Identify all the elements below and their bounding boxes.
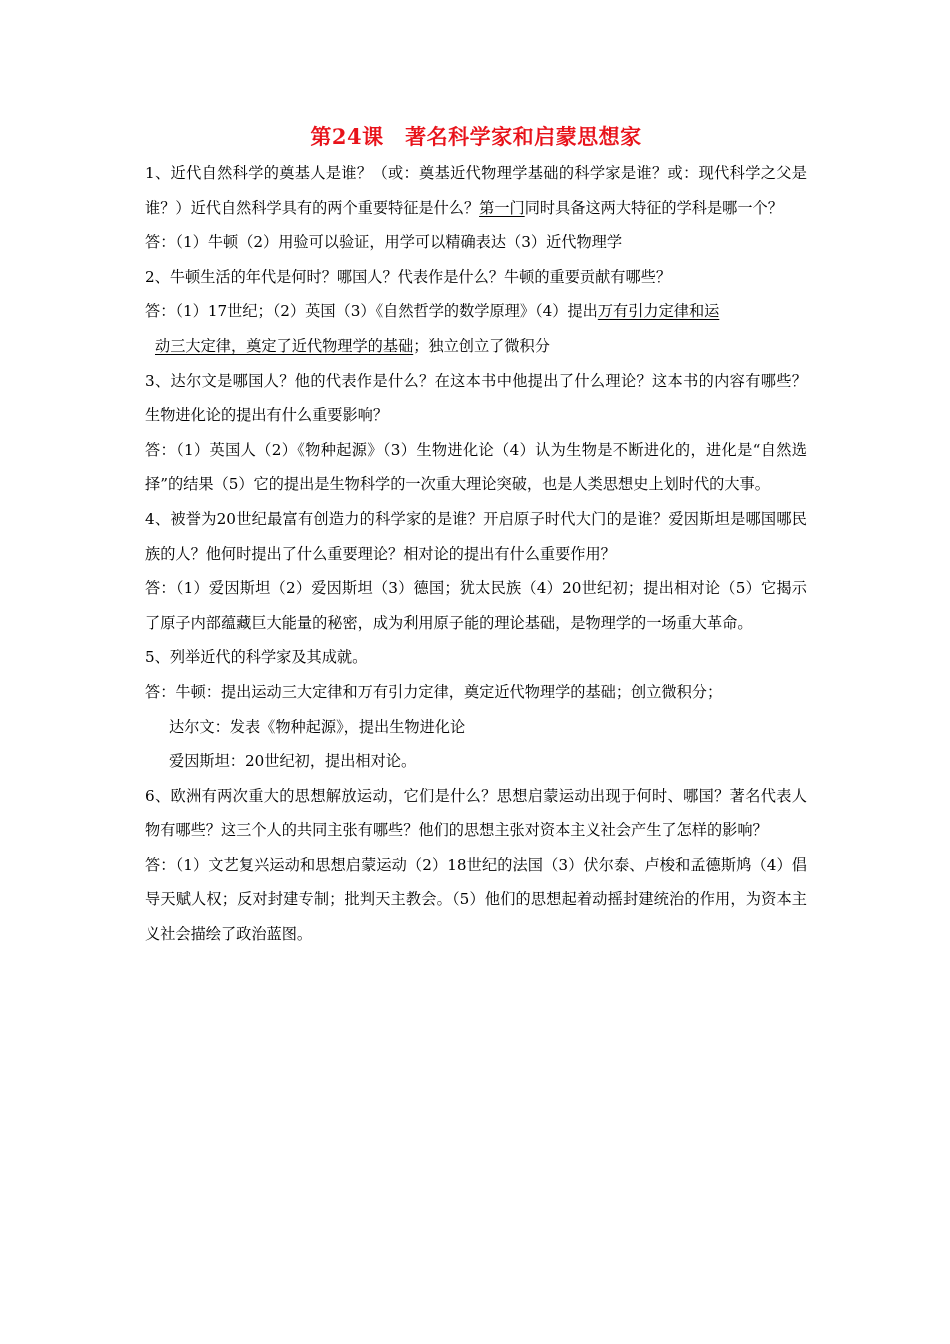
answer-2 [145, 294, 807, 363]
document-page [145, 118, 807, 952]
question-3: 3、达尔文是哪国人？他的代表作是什么？在这本书中他提出了什么理论？这本书的内容有哪些？生物进化论的提出有什么重要影响？ [145, 371, 807, 425]
page-title: 第24课 著名科学家和启蒙思想家 [310, 124, 642, 149]
answer-2-text-b: ；独立创立了微积分 [413, 336, 550, 355]
question-1-text-a: 1、近代自然科学的奠基人是谁？（或：奠基近代物理学基础的科学家是谁？或：现代科学之父是谁？）近代自然科学具有的两个重要特征是什么？ [145, 164, 807, 217]
question-2: 2、牛顿生活的年代是何时？哪国人？代表作是什么？牛顿的重要贡献有哪些？ [145, 267, 672, 286]
answer-1: 答：（1）牛顿（2）用验可以验证，用学可以精确表达（3）近代物理学 [145, 233, 623, 252]
answer-4: 答：（1）爱因斯坦（2）爱因斯坦（3）德国；犹太民族（4）20世纪初；提出相对论（5）它揭示了原子内部蕴藏巨大能量的秘密，成为利用原子能的理论基础，是物理学的一场重大革命。 [145, 579, 807, 632]
answer-6: 答：（1）文艺复兴运动和思想启蒙运动（2）18世纪的法国（3）伏尔泰、卢梭和孟德斯鸠（4）倡导天赋人权；反对封建专制；批判天主教会。（5）他们的思想起着动摇封建统治的作用，为资本主义社会描绘了政治蓝图。 [145, 855, 807, 944]
question-1 [145, 156, 807, 225]
question-5: 5、列举近代的科学家及其成就。 [145, 648, 368, 667]
question-1-text-b: 同时具备这两大特征的学科是哪一个？ [524, 198, 783, 217]
question-4: 4、被誉为20世纪最富有创造力的科学家的是谁？开启原子时代大门的是谁？爱因斯坦是哪国哪民族的人？他何时提出了什么重要理论？相对论的提出有什么重要作用？ [145, 509, 807, 563]
question-6: 6、欧洲有两次重大的思想解放运动，它们是什么？思想启蒙运动出现于何时、哪国？著名代表人物有哪些？这三个人的共同主张有哪些？他们的思想主张对资本主义社会产生了怎样的影响？ [145, 786, 807, 840]
answer-3: 答：（1）英国人（2）《物种起源》（3）生物进化论（4）认为生物是不断进化的，进化是“自然选择”的结果（5）它的提出是生物科学的一次重大理论突破，也是人类思想史上划时代的大事。 [145, 440, 807, 494]
answer-5-line-2: 达尔文：发表《物种起源》，提出生物进化论 [169, 717, 466, 736]
answer-5-line-1: 答：牛顿：提出运动三大定律和万有引力定律，奠定近代物理学的基础；创立微积分； [145, 682, 723, 701]
answer-2-underlined-1: 万有引力定律和运 [597, 302, 720, 321]
answer-5-line-3: 爱因斯坦：20世纪初，提出相对论。 [169, 752, 417, 771]
answer-2-underlined-2: 动三大定律，奠定了近代物理学的基础 [155, 336, 414, 355]
answer-2-text-a: 答：（1）17世纪；（2）英国（3）《自然哲学的数学原理》（4）提出 [145, 302, 598, 321]
question-1-underlined: 第一门 [479, 198, 525, 217]
